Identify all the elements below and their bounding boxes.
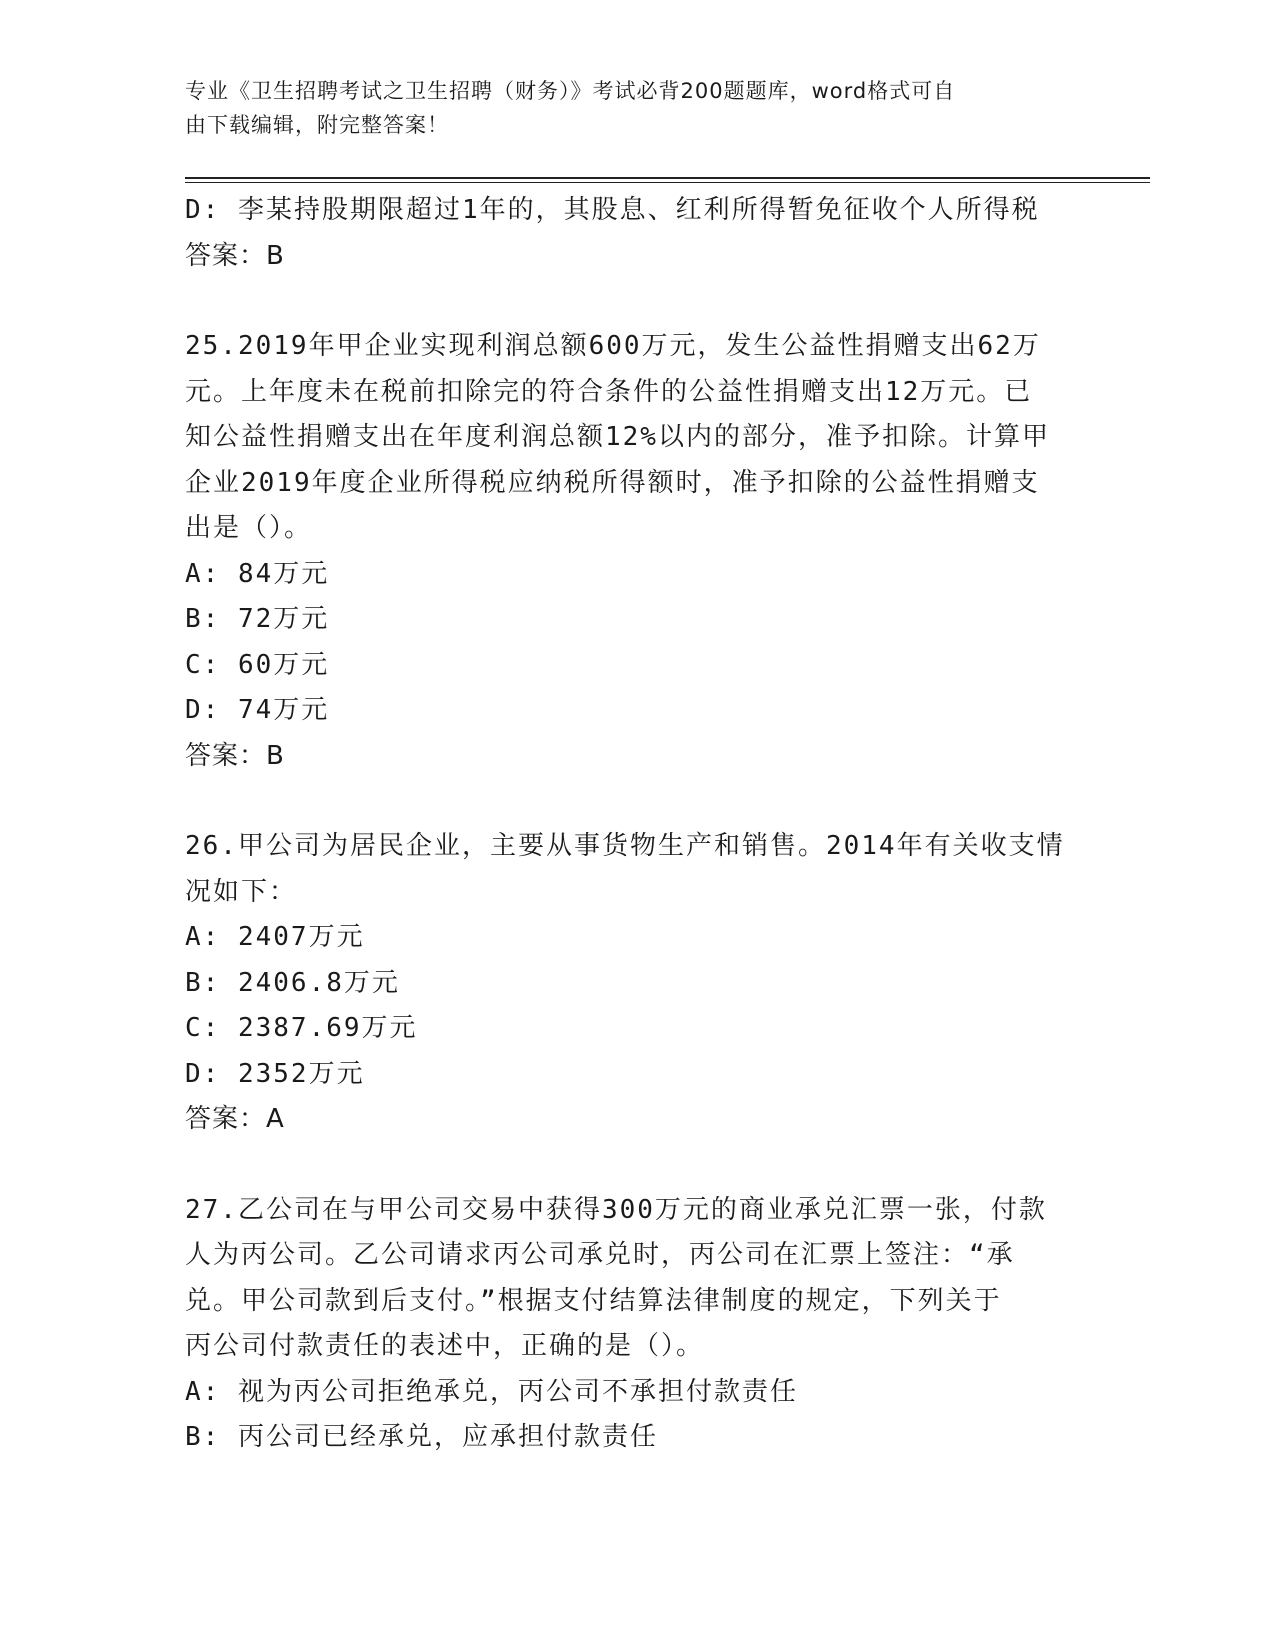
question-stem-line: 兑。甲公司款到后支付。”根据支付结算法律制度的规定，下列关于 (185, 1285, 1002, 1316)
prev-question-option-d: D: 李某持股期限超过1年的，其股息、红利所得暂免征收个人所得税 (185, 195, 1040, 225)
prev-question-answer: 答案：B (185, 240, 285, 271)
question-stem-line: 知公益性捐赠支出在年度利润总额12%以内的部分，准予扣除。计算甲 (185, 422, 1050, 452)
question-stem-line: 25.2019年甲企业实现利润总额600万元，发生公益性捐赠支出62万 (185, 331, 1041, 361)
option-a: A: 视为丙公司拒绝承兑，丙公司不承担付款责任 (185, 1376, 798, 1407)
header-line-2: 由下载编辑，附完整答案！ (185, 113, 449, 137)
option-b: B: 丙公司已经承兑，应承担付款责任 (185, 1422, 658, 1452)
header-divider-thick (185, 177, 1150, 179)
answer-line: 答案：A (185, 1104, 285, 1134)
option-c: C: 2387.69万元 (185, 1013, 418, 1043)
option-a: A: 84万元 (185, 558, 330, 589)
question-stem-line: 元。上年度未在税前扣除完的符合条件的公益性捐赠支出12万元。已 (185, 376, 1033, 407)
question-25 (185, 324, 1085, 779)
answer-line: 答案：B (185, 740, 285, 771)
question-stem-line: 况如下： (185, 876, 298, 907)
header-line-1: 专业《卫生招聘考试之卫生招聘（财务）》考试必背200题题库，word格式可自 (185, 79, 956, 103)
question-stem-line: 出是（）。 (185, 513, 313, 543)
option-d: D: 2352万元 (185, 1058, 365, 1089)
document-body (185, 188, 1085, 1461)
option-d: D: 74万元 (185, 695, 330, 725)
question-stem-line: 27.乙公司在与甲公司交易中获得300万元的商业承兑汇票一张，付款 (185, 1194, 1047, 1225)
option-b: B: 72万元 (185, 604, 330, 634)
option-c: C: 60万元 (185, 649, 330, 680)
option-a: A: 2407万元 (185, 922, 365, 952)
question-stem-line: 丙公司付款责任的表述中，正确的是（）。 (185, 1331, 705, 1361)
question-stem-line: 26.甲公司为居民企业，主要从事货物生产和销售。2014年有关收支情 (185, 831, 1065, 861)
question-26 (185, 824, 1085, 1143)
header-divider-thin (185, 182, 1150, 183)
spacer (185, 779, 1085, 824)
spacer (185, 1143, 1085, 1188)
spacer (185, 279, 1085, 324)
option-b: B: 2406.8万元 (185, 967, 400, 998)
document-header (185, 74, 1065, 142)
question-stem-line: 企业2019年度企业所得税应纳税所得额时，准予扣除的公益性捐赠支 (185, 467, 1040, 498)
question-27 (185, 1188, 1085, 1461)
question-stem-line: 人为丙公司。乙公司请求丙公司承兑时，丙公司在汇票上签注：“承 (185, 1240, 1015, 1270)
